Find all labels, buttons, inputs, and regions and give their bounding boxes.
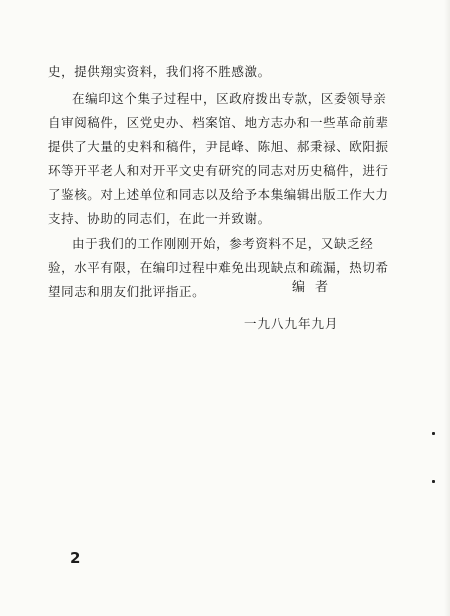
scan-speck [432, 480, 435, 483]
date-line: 一九八九年九月 [244, 316, 339, 331]
text-line-6: 了鉴核。对上述单位和同志以及给予本集编辑出版工作大力 [48, 187, 389, 202]
text-line-3: 自审阅稿件，区党史办、档案馆、地方志办和一些革命前辈 [48, 115, 389, 130]
text-line-8: 由于我们的工作刚刚开始，参考资料不足，又缺乏经 [72, 236, 374, 251]
page-number: 2 [70, 549, 81, 567]
scan-edge-shade [444, 0, 450, 616]
text-line-10: 望同志和朋友们批评指正。 [48, 284, 206, 299]
text-line-9: 验，水平有限，在编印过程中难免出现缺点和疏漏，热切希 [48, 260, 389, 275]
text-line-2: 在编印这个集子过程中，区政府拨出专款，区委领导亲 [72, 91, 387, 106]
scan-speck [432, 432, 435, 435]
text-line-4: 提供了大量的史料和稿件，尹昆峰、陈旭、郝秉禄、欧阳振 [48, 139, 389, 154]
text-line-5: 环等开平老人和对开平文史有研究的同志对历史稿件，进行 [48, 163, 389, 178]
signature-editor: 编者 [292, 280, 339, 295]
text-line-1: 史，提供翔实资料，我们将不胜感激。 [48, 64, 271, 79]
text-line-7: 支持、协助的同志们，在此一并致谢。 [48, 211, 271, 226]
